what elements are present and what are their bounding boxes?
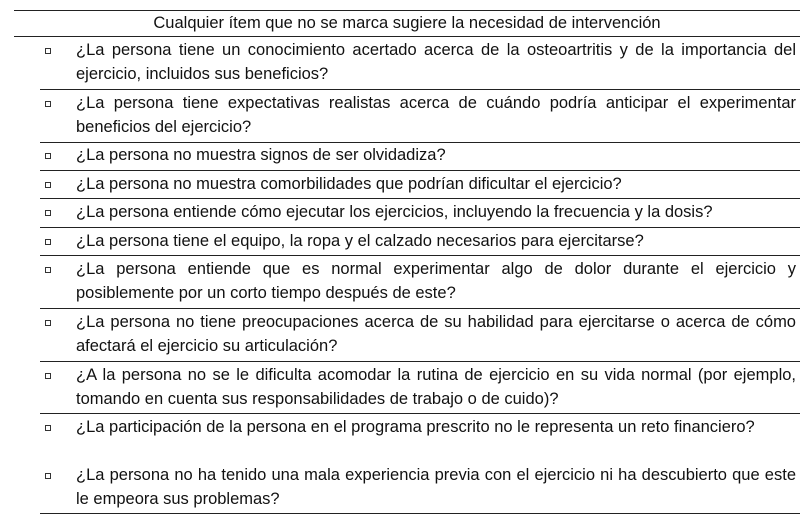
- checkbox[interactable]: [45, 153, 51, 159]
- checklist-item: [40, 172, 800, 198]
- row-rule: [40, 170, 800, 171]
- item-text: ¿La persona tiene expectativas realistas acerca de cuándo podría anticipar el experimentar beneficios del ejercicio?: [76, 94, 796, 136]
- checkbox[interactable]: [45, 320, 51, 326]
- checklist-item: [40, 310, 800, 360]
- item-text: ¿La persona tiene un conocimiento acertado acerca de la osteoartritis y de la importancia del ejercicio, incluidos sus beneficios?: [76, 41, 796, 83]
- checklist-header: Cualquier ítem que no se marca sugiere la necesidad de intervención: [153, 14, 661, 32]
- item-text: ¿La persona no tiene preocupaciones acerca de su habilidad para ejercitarse o acerca de cómo afectará el ejercicio su articulación?: [76, 313, 796, 355]
- row-rule: [40, 89, 800, 90]
- row-rule: [40, 361, 800, 362]
- checkbox[interactable]: [45, 373, 51, 379]
- checklist-item: [40, 363, 800, 413]
- checkbox[interactable]: [45, 425, 51, 431]
- row-rule: [40, 227, 800, 228]
- checklist-item: [40, 38, 800, 88]
- checklist-item: [40, 200, 800, 226]
- checklist-item: [40, 415, 800, 465]
- checkbox[interactable]: [45, 48, 51, 54]
- checklist-item: [40, 257, 800, 307]
- checklist-item: [40, 463, 800, 513]
- checklist-item: [40, 229, 800, 255]
- checkbox[interactable]: [45, 101, 51, 107]
- item-text: ¿La participación de la persona en el programa prescrito no le representa un reto financiero?: [76, 418, 755, 436]
- checklist-item: [40, 91, 800, 141]
- bottom-rule: [40, 513, 800, 514]
- row-rule: [40, 198, 800, 199]
- item-text: ¿La persona tiene el equipo, la ropa y el calzado necesarios para ejercitarse?: [76, 232, 644, 250]
- checkbox[interactable]: [45, 473, 51, 479]
- item-text: ¿A la persona no se le dificulta acomodar la rutina de ejercicio en su vida normal (por ejemplo, tomando en cuenta sus responsabilidades de trabajo o de cuido)?: [76, 366, 796, 408]
- checkbox[interactable]: [45, 239, 51, 245]
- item-text: ¿La persona no muestra signos de ser olvidadiza?: [76, 146, 446, 164]
- checkbox[interactable]: [45, 210, 51, 216]
- item-text: ¿La persona entiende que es normal experimentar algo de dolor durante el ejercicio y posiblemente por un corto tiempo después de este?: [76, 260, 796, 302]
- row-rule: [40, 255, 800, 256]
- checkbox[interactable]: [45, 182, 51, 188]
- item-text: ¿La persona entiende cómo ejecutar los ejercicios, incluyendo la frecuencia y la dosis?: [76, 203, 713, 221]
- row-rule: [40, 308, 800, 309]
- checkbox[interactable]: [45, 267, 51, 273]
- item-text: ¿La persona no muestra comorbilidades que podrían dificultar el ejercicio?: [76, 175, 622, 193]
- header-rule: [14, 36, 800, 37]
- item-text: ¿La persona no ha tenido una mala experiencia previa con el ejercicio ni ha descubierto que este le empeora sus problemas?: [76, 466, 796, 508]
- checklist-item: [40, 143, 800, 169]
- row-rule: [40, 413, 800, 414]
